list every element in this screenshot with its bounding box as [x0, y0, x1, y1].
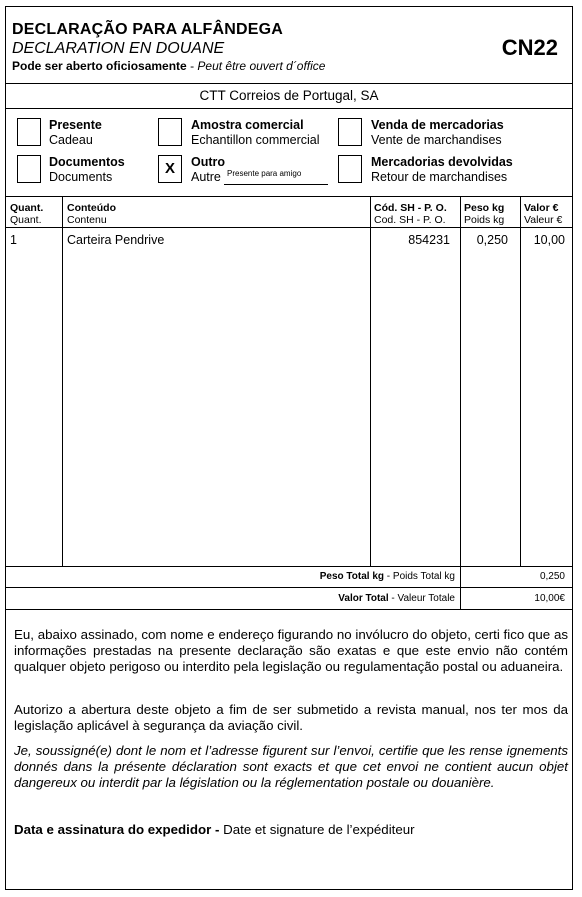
divider	[6, 83, 572, 84]
table-bottom-border	[6, 566, 572, 567]
checkbox-sample[interactable]	[158, 118, 182, 146]
declaration-pt: Eu, abaixo assinado, com nome e endereço figurando no invólucro do objeto, certi fico que as informações prestadas na presente declaração são exatas e que este envio não contém qualquer objeto perigoso ou interdito pela legislação ou regulamentação postal ou aduaneira.	[14, 627, 568, 674]
label-gift-fr: Cadeau	[49, 133, 93, 147]
label-returned	[371, 155, 513, 185]
label-merchandise	[371, 118, 504, 148]
divider	[6, 587, 572, 588]
open-note-fr: Peut être ouvert d´office	[197, 59, 326, 73]
postal-operator: CTT Correios de Portugal, SA	[199, 88, 379, 103]
column-divider	[520, 196, 521, 566]
header-weight-pt: Peso kg	[464, 202, 505, 214]
header-hs-code	[374, 202, 447, 226]
label-sample	[191, 118, 320, 148]
total-weight-value: 0,250	[539, 571, 565, 582]
open-note	[12, 59, 325, 73]
checkbox-gift[interactable]	[17, 118, 41, 146]
label-sample-fr: Echantillon commercial	[191, 133, 320, 147]
checkbox-documents[interactable]	[17, 155, 41, 183]
checkbox-other[interactable]: X	[158, 155, 182, 183]
label-sample-pt: Amostra comercial	[191, 118, 304, 132]
label-other	[191, 155, 225, 185]
title-fr: DECLARATION EN DOUANE	[12, 40, 225, 57]
label-documents-fr: Documents	[49, 170, 113, 184]
signature-label	[14, 822, 415, 837]
declaration-fr-text: Je, soussigné(e) dont le nom et l’adresse figurent sur l’envoi, certifie que les rense ignements donnés dans la présente déclaration sont exacts et que cet envoi ne contient aucun objet dangereux ou interdit par la législation ou la réglementation postale ou douanière.	[14, 743, 568, 790]
row-value: 10,00	[533, 233, 565, 247]
label-gift-pt: Presente	[49, 118, 102, 132]
column-divider	[370, 196, 371, 566]
row-contents: Carteira Pendrive	[67, 233, 165, 247]
header-contents-pt: Conteúdo	[67, 202, 116, 214]
declaration-fr	[14, 743, 568, 791]
table-top-border	[6, 196, 572, 197]
label-other-pt: Outro	[191, 155, 226, 169]
column-divider	[62, 196, 63, 566]
label-merchandise-fr: Vente de marchandises	[371, 133, 502, 147]
total-value-label-fr: - Valeur Totale	[388, 593, 455, 604]
total-weight-label-pt: Peso Total kg	[319, 571, 385, 582]
other-detail-input[interactable]: Presente para amigo	[227, 169, 302, 178]
authorization-pt: Autorizo a abertura deste objeto a fim de ser submetido a revista manual, nos ter mos da legislação aplicável à segurança da aviação civil.	[14, 702, 568, 733]
total-weight-label	[320, 571, 455, 582]
header-value-pt: Valor €	[524, 202, 559, 214]
label-documents	[49, 155, 125, 185]
open-note-separator: -	[186, 59, 198, 73]
other-detail-underline	[224, 184, 328, 185]
title-pt: DECLARAÇÃO PARA ALFÂNDEGA	[12, 21, 284, 38]
total-weight-label-fr: - Poids Total kg	[384, 571, 455, 582]
checkbox-returned[interactable]	[338, 155, 362, 183]
checkbox-merchandise[interactable]	[338, 118, 362, 146]
table-header-border	[6, 227, 572, 228]
label-other-fr: Autre	[191, 170, 221, 184]
divider	[6, 609, 572, 610]
total-value-label	[338, 593, 455, 604]
header-contents-fr: Contenu	[67, 214, 107, 226]
row-qty: 1	[10, 233, 17, 247]
total-value-value: 10,00€	[534, 593, 565, 604]
cn22-form	[5, 6, 573, 890]
label-gift	[49, 118, 102, 148]
row-weight: 0,250	[476, 233, 508, 247]
header-hs-fr: Cod. SH - P. O.	[374, 214, 446, 226]
header-qty-fr: Quant.	[10, 214, 42, 226]
label-returned-pt: Mercadorias devolvidas	[371, 155, 513, 169]
label-returned-fr: Retour de marchandises	[371, 170, 508, 184]
label-merchandise-pt: Venda de mercadorias	[371, 118, 504, 132]
total-value-label-pt: Valor Total	[338, 593, 389, 604]
signature-label-fr: Date et signature de l’expéditeur	[223, 822, 415, 837]
header-value-fr: Valeur €	[524, 214, 563, 226]
header-value	[524, 202, 562, 226]
form-code: CN22	[501, 35, 558, 60]
open-note-pt: Pode ser aberto oficiosamente	[12, 59, 187, 73]
signature-label-pt: Data e assinatura do expedidor -	[14, 822, 224, 837]
header-weight-fr: Poids kg	[464, 214, 505, 226]
label-documents-pt: Documentos	[49, 155, 125, 169]
column-divider	[460, 196, 461, 609]
row-hs-code: 854231	[408, 233, 450, 247]
header-contents	[67, 202, 116, 226]
header-weight	[464, 202, 504, 226]
header-qty	[10, 202, 43, 226]
header-hs-pt: Cód. SH - P. O.	[374, 202, 447, 214]
header-qty-pt: Quant.	[10, 202, 44, 214]
divider	[6, 108, 572, 109]
